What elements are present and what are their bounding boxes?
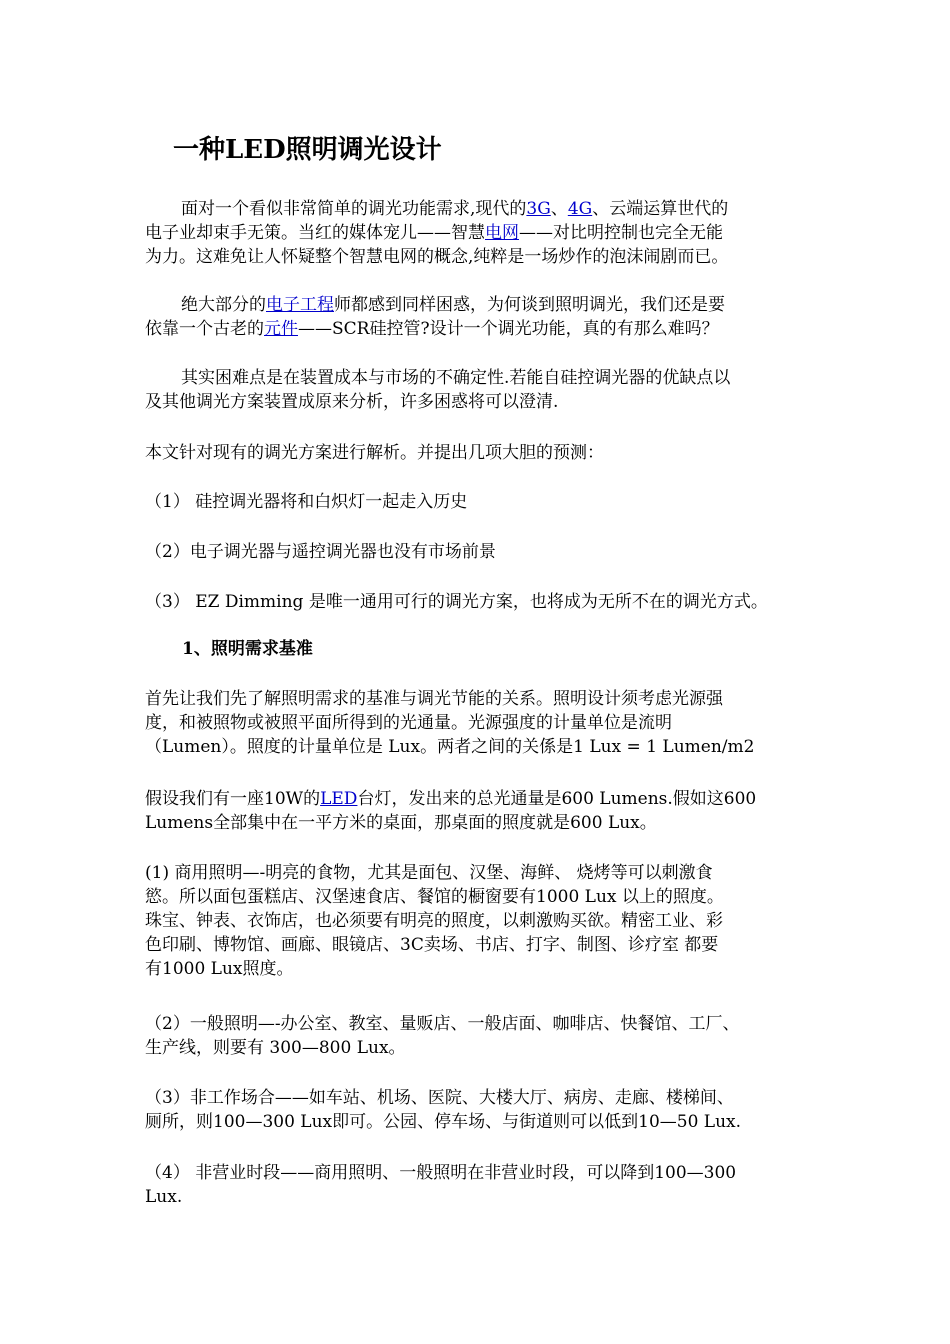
text-line: Lumens全部集中在一平方米的桌面，那桌面的照度就是600 Lux。 xyxy=(145,813,657,833)
text-line: 珠宝、钟表、衣饰店，也必须要有明亮的照度，以刺激购买欲。精密工业、彩 xyxy=(145,911,723,931)
paragraph-analysis xyxy=(145,441,813,465)
page-title: 一种LED照明调光设计 xyxy=(173,135,442,165)
link-power-grid[interactable]: 电网 xyxy=(485,223,519,243)
text-line: 面对一个看似非常简单的调光功能需求,现代的3G、4G、云端运算世代的 xyxy=(181,199,729,219)
text-line: 其实困难点是在装置成本与市场的不确定性.若能自硅控调光器的优缺点以 xyxy=(181,368,731,388)
text-line: （3）非工作场合——如车站、机场、医院、大楼大厅、病房、走廊、楼梯间、 xyxy=(145,1088,734,1108)
link-4g[interactable]: 4G xyxy=(567,199,593,219)
text-line: 度，和被照物或被照平面所得到的光通量。光源强度的计量单位是流明 xyxy=(145,713,672,733)
text-line: （4） 非营业时段——商用照明、一般照明在非营业时段，可以降到100—300 xyxy=(145,1163,737,1183)
text-line: Lux. xyxy=(145,1187,183,1207)
text-line: 厕所，则100—300 Lux即可。公园、停车场、与街道则可以低到10—50 Lux. xyxy=(145,1112,742,1132)
link-component[interactable]: 元件 xyxy=(264,319,298,339)
text-line: （Lumen）。照度的计量单位是 Lux。两者之间的关係是1 Lux = 1 Lumen/m2 xyxy=(145,737,755,757)
paragraph-commercial-lighting xyxy=(145,861,813,981)
text-line: 色印刷、博物馆、画廊、眼镜店、3C卖场、书店、打字、制图、诊疗室 都要 xyxy=(145,935,719,955)
text-line: （1） 硅控调光器将和白炽灯一起走入历史 xyxy=(145,492,468,512)
paragraph-intro xyxy=(145,197,813,269)
text-line: 电子业却束手无策。当红的媒体宠儿——智慧电网——对比明控制也完全无能 xyxy=(145,223,723,243)
text-line: 本文针对现有的调光方案进行解析。并提出几项大胆的预测： xyxy=(145,443,604,463)
text-line: 绝大部分的电子工程师都感到同样困惑，为何谈到照明调光，我们还是要 xyxy=(181,295,725,315)
text-line: 为力。这难免让人怀疑整个智慧电网的概念,纯粹是一场炒作的泡沫闹剧而已。 xyxy=(145,247,729,267)
link-led[interactable]: LED xyxy=(320,789,358,809)
text-line: 假设我们有一座10W的LED台灯，发出来的总光通量是600 Lumens.假如这600 xyxy=(145,789,757,809)
paragraph-engineers xyxy=(145,293,813,341)
paragraph-difficulty xyxy=(145,366,813,414)
text-line: 生产线，则要有 300—800 Lux。 xyxy=(145,1038,406,1058)
text-line: 慾。所以面包蛋糕店、汉堡速食店、餐馆的橱窗要有1000 Lux 以上的照度。 xyxy=(145,887,724,907)
text-line: （2）一般照明—-办公室、教室、量贩店、一般店面、咖啡店、快餐馆、工厂、 xyxy=(145,1014,740,1034)
section-heading: 1、照明需求基准 xyxy=(182,639,313,659)
paragraph-example xyxy=(145,787,813,835)
link-3g[interactable]: 3G xyxy=(526,199,551,219)
text-line: （3） EZ Dimming 是唯一通用可行的调光方案，也将成为无所不在的调光方式。 xyxy=(145,592,768,612)
paragraph-basics xyxy=(145,687,813,759)
link-electronic-engineering[interactable]: 电子工程 xyxy=(266,295,334,315)
text-line: 首先让我们先了解照明需求的基准与调光节能的关系。照明设计须考虑光源强 xyxy=(145,689,723,709)
text-line: 及其他调光方案装置成原来分析，许多困惑将可以澄清. xyxy=(145,392,559,412)
prediction-item xyxy=(145,540,813,564)
paragraph-off-hours xyxy=(145,1161,813,1209)
text-line: (1) 商用照明—-明亮的食物，尤其是面包、汉堡、海鲜、 烧烤等可以刺激食 xyxy=(145,863,713,883)
prediction-item xyxy=(145,490,813,514)
text-line: 有1000 Lux照度。 xyxy=(145,959,294,979)
text-line: 依靠一个古老的元件——SCR硅控管?设计一个调光功能，真的有那么难吗？ xyxy=(145,319,719,339)
paragraph-general-lighting xyxy=(145,1012,813,1060)
prediction-item xyxy=(145,590,813,614)
text-line: （2）电子调光器与遥控调光器也没有市场前景 xyxy=(145,542,496,562)
paragraph-non-work-areas xyxy=(145,1086,813,1134)
